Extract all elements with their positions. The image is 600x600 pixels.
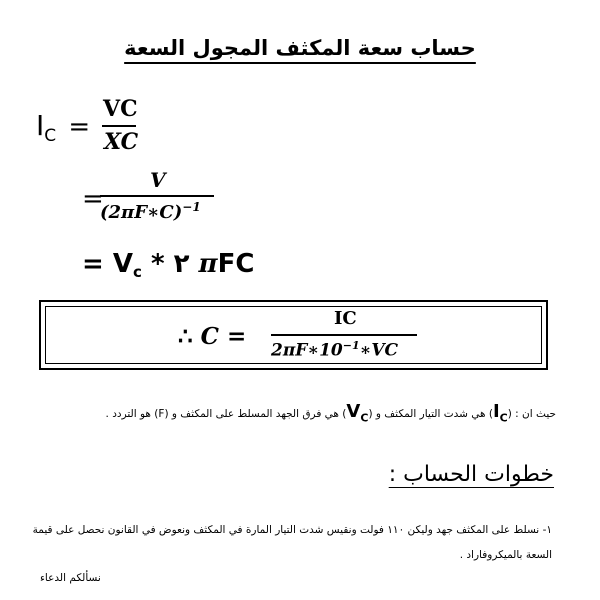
eq2-numerator: V	[150, 168, 166, 192]
eq3-pi: π	[198, 249, 218, 279]
therefore-symbol: ∴	[178, 323, 193, 350]
eq1-lhs-sub: C	[44, 126, 57, 146]
eq3-voltage-sub: c	[132, 263, 142, 281]
result-denominator-base: 2πF∗10	[271, 340, 343, 361]
result-formula-box	[39, 300, 548, 370]
result-fraction-bar	[271, 334, 417, 336]
equation-current	[36, 109, 91, 146]
definition-ic-sub: C	[499, 411, 508, 425]
eq2-equals: =	[82, 184, 104, 214]
definition-part1: حيث ان : (	[507, 408, 556, 420]
closing-text: نسألكم الدعاء	[40, 572, 101, 584]
eq1-fraction-bar	[102, 125, 136, 127]
eq2-fraction-bar	[100, 195, 214, 197]
eq2-denominator-exponent: −1	[182, 200, 201, 214]
result-equals: =	[226, 323, 247, 350]
definition-ic-letter: I	[492, 401, 500, 422]
result-denominator-tail: ∗VC	[359, 340, 399, 361]
eq3-voltage: V	[112, 249, 133, 279]
definition-part3: ) هي فرق الجهد المسلط على المكثف و (F) هو التردد .	[105, 408, 347, 420]
steps-heading: خطوات الحساب :	[388, 462, 554, 487]
step-1-text: ١- نسلط على المكثف جهد وليكن ١١٠ فولت ونقيس شدت التيار المارة في المكثف ونعوض في القانون نحصل على قيمة السعة بالميكروفاراد .	[32, 524, 552, 561]
eq3-tail: FC	[217, 249, 255, 279]
eq3-multiplier: * ٢	[141, 249, 199, 279]
document-title-text: حساب سعة المكثف المجول السعة	[124, 36, 476, 60]
definition-vc-symbol	[346, 401, 369, 425]
result-lhs-c: C	[200, 323, 219, 350]
eq2-denominator	[100, 200, 201, 223]
definition-ic-symbol	[492, 401, 508, 425]
equation-expanded	[82, 249, 255, 281]
definition-vc-sub: C	[360, 411, 369, 425]
result-formula-lhs	[178, 323, 246, 350]
result-numerator: IC	[334, 308, 357, 329]
definition-vc-letter: V	[346, 401, 361, 422]
result-denominator-exponent: −1	[342, 339, 360, 352]
eq1-lhs: I	[36, 109, 45, 142]
result-denominator	[271, 339, 398, 361]
eq3-equals: =	[82, 249, 104, 279]
definition-paragraph	[36, 396, 556, 435]
eq2-denominator-base: (2πF∗C)	[100, 202, 183, 223]
document-title	[0, 36, 600, 60]
eq1-equals: =	[68, 112, 91, 142]
definition-part2: ) هي شدت التيار المكثف و (	[368, 408, 493, 420]
eq1-numerator: VC	[103, 96, 138, 122]
eq1-denominator: XC	[104, 129, 139, 155]
